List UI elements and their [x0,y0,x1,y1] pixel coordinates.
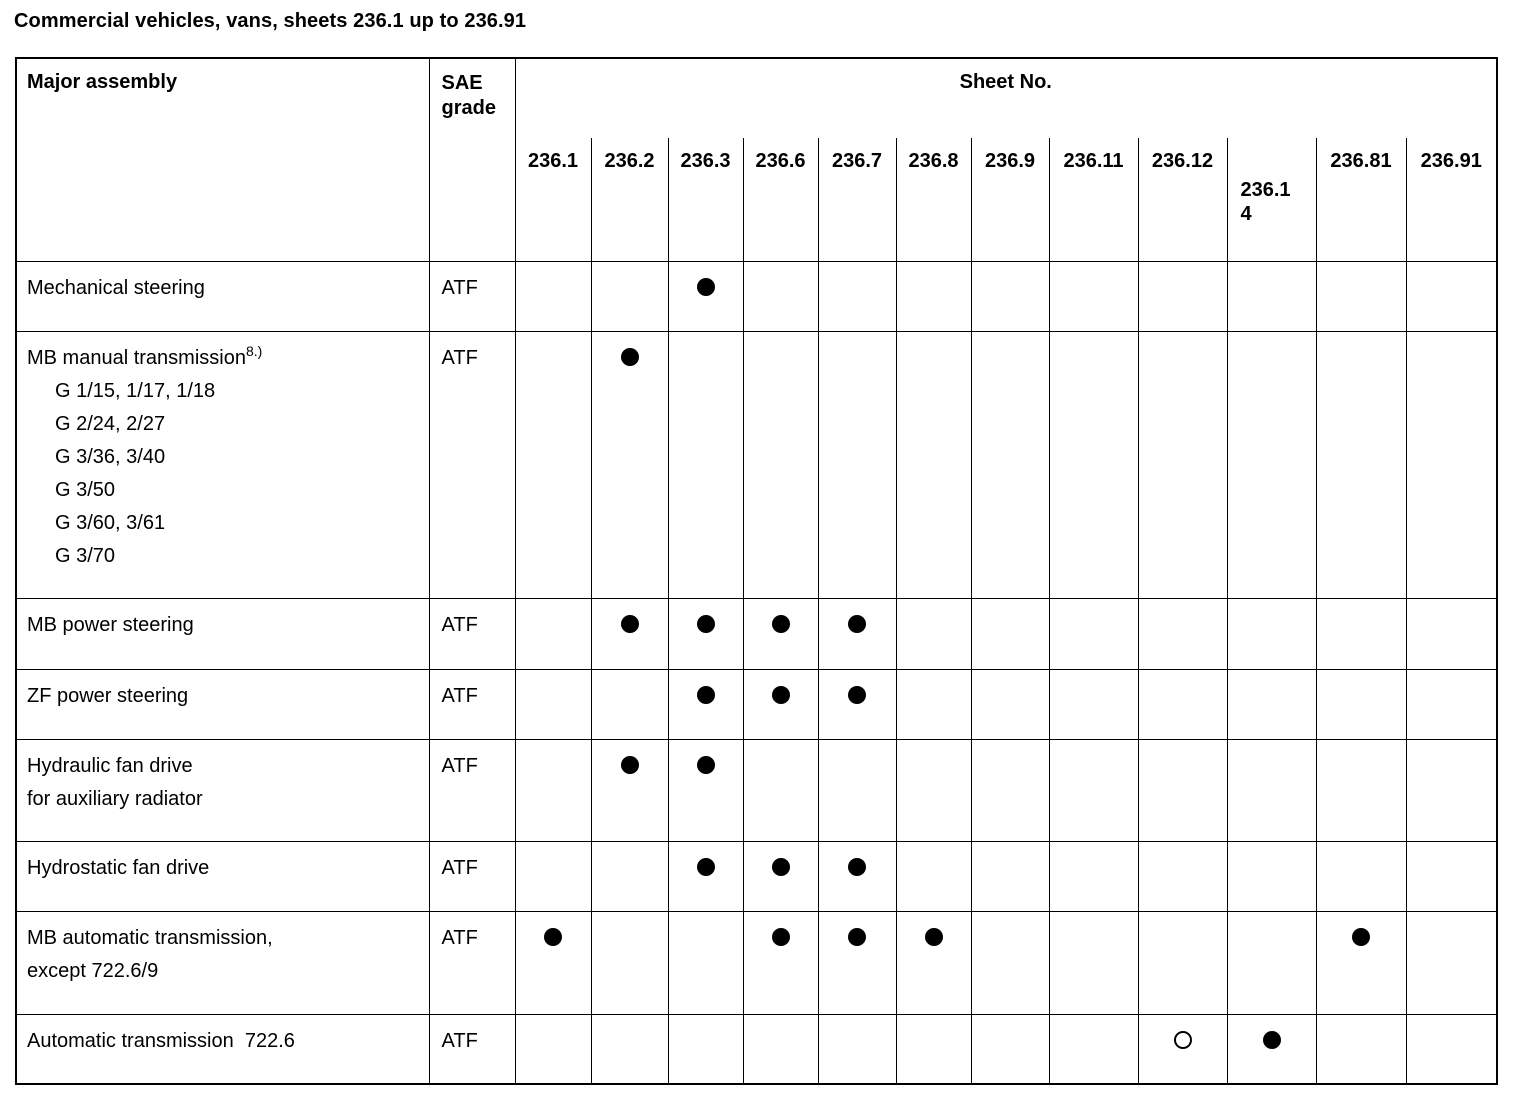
sheet-cell [896,331,971,598]
sheet-cell [1316,669,1406,739]
sheet-cell [896,669,971,739]
sae-grade-cell: ATF [429,1014,515,1084]
sheet-cell [1138,598,1227,669]
sheet-cell [818,598,896,669]
sheet-cell [515,598,591,669]
assembly-variant: G 3/50 [55,478,116,501]
filled-dot-icon [772,928,790,946]
filled-dot-icon [697,615,715,633]
table-body [16,261,1497,1084]
table-header [16,58,1497,261]
filled-dot-icon [772,615,790,633]
sheet-cell [743,261,818,331]
sheet-cell [896,841,971,911]
sheet-cell [515,331,591,598]
sheet-cell [1138,331,1227,598]
sheet-cell [1138,1014,1227,1084]
sheet-cell [1227,669,1316,739]
filled-dot-icon [848,858,866,876]
sheet-cell [971,331,1049,598]
filled-dot-icon [848,615,866,633]
table-row [16,261,1497,331]
sheet-cell [1049,598,1138,669]
sheet-cell [1316,1014,1406,1084]
sheet-cell [591,669,668,739]
sheet-cell [971,739,1049,841]
sheet-cell [1227,739,1316,841]
sheet-column-header: 236.91 [1406,138,1497,261]
assembly-cell [16,598,429,669]
sheet-column-header: 236.7 [818,138,896,261]
sheet-cell [668,841,743,911]
sheet-cell [896,1014,971,1084]
sae-grade-header [429,58,515,261]
filled-dot-icon [544,928,562,946]
sheet-column-header: 236.6 [743,138,818,261]
sheet-cell [668,598,743,669]
sheet-cell [1049,1014,1138,1084]
sheet-cell [971,911,1049,1014]
filled-dot-icon [925,928,943,946]
assembly-variant: except 722.6/9 [27,959,159,982]
sheet-cell [1049,261,1138,331]
sheet-cell [1316,261,1406,331]
sheet-column-header: 236.11 [1049,138,1138,261]
sheet-cell [818,1014,896,1084]
sheet-column-header: 236.3 [668,138,743,261]
assembly-cell [16,739,429,841]
sheet-column-header: 236.81 [1316,138,1406,261]
sheet-no-label: Sheet No. [959,71,1052,93]
assembly-name: ZF power steering [27,684,189,707]
sheet-cell [818,841,896,911]
sheet-cell [743,669,818,739]
sheet-cell [971,1014,1049,1084]
sae-grade-cell: ATF [429,841,515,911]
sheet-cell [1049,331,1138,598]
footnote-marker: 8.) [245,342,263,359]
sheet-cell [515,739,591,841]
filled-dot-icon [697,858,715,876]
table-row [16,669,1497,739]
sheet-cell [515,841,591,911]
filled-dot-icon [772,686,790,704]
sheet-cell [1049,911,1138,1014]
sheet-cell [515,261,591,331]
sae-grade-cell: ATF [429,261,515,331]
sheet-cell [1138,261,1227,331]
sheet-cell [668,911,743,1014]
sheet-cell [971,598,1049,669]
sae-grade-cell: ATF [429,331,515,598]
sheet-no-header [515,58,1497,138]
sheet-cell [1316,739,1406,841]
filled-dot-icon [848,928,866,946]
sheet-cell [743,331,818,598]
sheet-cell [971,841,1049,911]
assembly-variant: for auxiliary radiator [27,787,203,810]
sheet-cell [1406,598,1497,669]
sheet-cell [591,598,668,669]
sae-grade-cell: ATF [429,669,515,739]
sheet-cell [743,911,818,1014]
sheet-cell [1138,669,1227,739]
sheet-cell [1227,841,1316,911]
sae-grade-cell: ATF [429,739,515,841]
sheet-cell [1138,841,1227,911]
sheet-cell [591,1014,668,1084]
assembly-cell [16,669,429,739]
assembly-cell [16,331,429,598]
sheet-cell [668,669,743,739]
filled-dot-icon [621,756,639,774]
sheet-cell [1138,911,1227,1014]
sheet-cell [743,841,818,911]
sheet-cell [818,669,896,739]
sheet-cell [515,911,591,1014]
table-row [16,1014,1497,1084]
table-row [16,598,1497,669]
sheet-cell [1406,1014,1497,1084]
sheet-column-header: 236.9 [971,138,1049,261]
filled-dot-icon [1352,928,1370,946]
assembly-name: Automatic transmission 722.6 [27,1029,295,1052]
filled-dot-icon [1263,1031,1281,1049]
sheet-cell [1227,331,1316,598]
sheet-cell [591,841,668,911]
assembly-cell [16,261,429,331]
major-assembly-header: Major assembly [16,58,429,261]
sheet-column-header: 236.8 [896,138,971,261]
sheet-cell [591,331,668,598]
assembly-variant: G 1/15, 1/17, 1/18 [55,379,216,402]
sheet-cell [515,669,591,739]
sheet-cell [515,1014,591,1084]
sheet-cell [818,739,896,841]
open-circle-icon [1174,1031,1192,1049]
sheet-column-header: 236.1 [515,138,591,261]
sheet-column-header: 236.1 4 [1227,138,1316,261]
assembly-cell [16,911,429,1014]
filled-dot-icon [848,686,866,704]
sae-grade-header-line1: SAE [441,72,483,94]
assembly-variant: G 2/24, 2/27 [55,412,166,435]
sheet-cell [668,261,743,331]
filled-dot-icon [697,686,715,704]
sheet-cell [818,911,896,1014]
sheet-cell [896,598,971,669]
assembly-name: MB manual transmission [27,346,246,369]
assembly-variant: G 3/70 [55,544,116,567]
assembly-cell [16,1014,429,1084]
sheet-cell [1406,739,1497,841]
assembly-name: MB power steering [27,613,194,636]
table-row [16,331,1497,598]
sheet-cell [1049,841,1138,911]
sheet-cell [971,261,1049,331]
filled-dot-icon [772,858,790,876]
assembly-name: Hydrostatic fan drive [27,856,210,879]
sheet-cell [1227,1014,1316,1084]
sheet-cell [1316,911,1406,1014]
sheet-cell [1316,841,1406,911]
sheet-cell [1316,331,1406,598]
sheet-cell [1406,669,1497,739]
sheet-cell [668,739,743,841]
sheet-cell [743,1014,818,1084]
sheet-cell [1049,739,1138,841]
assembly-name: Mechanical steering [27,276,205,299]
sheet-cell [591,911,668,1014]
table-row [16,911,1497,1014]
filled-dot-icon [621,348,639,366]
assembly-name: MB automatic transmission, [27,926,273,949]
sheet-cell [743,598,818,669]
sheet-cell [591,739,668,841]
sheet-cell [818,261,896,331]
sheet-cell [1406,261,1497,331]
sheet-cell [1316,598,1406,669]
sheet-cell [1406,911,1497,1014]
sheet-cell [896,739,971,841]
sheet-cell [1406,331,1497,598]
sheet-cell [668,331,743,598]
sheet-cell [1138,739,1227,841]
sheet-cell [896,911,971,1014]
sheet-cell [1227,261,1316,331]
assembly-name: Hydraulic fan drive [27,754,193,777]
filled-dot-icon [621,615,639,633]
assembly-variant: G 3/60, 3/61 [55,511,166,534]
filled-dot-icon [697,756,715,774]
sae-grade-cell: ATF [429,598,515,669]
sheet-cell [1049,669,1138,739]
sae-grade-header-line2: grade [441,97,496,119]
document-title: Commercial vehicles, vans, sheets 236.1 up to 236.91 [14,10,527,32]
assembly-cell [16,841,429,911]
lubricant-sheet-table [15,57,1498,1085]
sheet-cell [896,261,971,331]
sheet-cell [1227,911,1316,1014]
sheet-cell [591,261,668,331]
sheet-cell [743,739,818,841]
sheet-cell [818,331,896,598]
sheet-column-header: 236.12 [1138,138,1227,261]
sae-grade-cell: ATF [429,911,515,1014]
table-row [16,739,1497,841]
table-row [16,841,1497,911]
sheet-cell [668,1014,743,1084]
sheet-cell [1227,598,1316,669]
sheet-column-header: 236.2 [591,138,668,261]
sheet-cell [1406,841,1497,911]
assembly-variant: G 3/36, 3/40 [55,445,166,468]
filled-dot-icon [697,278,715,296]
sheet-cell [971,669,1049,739]
